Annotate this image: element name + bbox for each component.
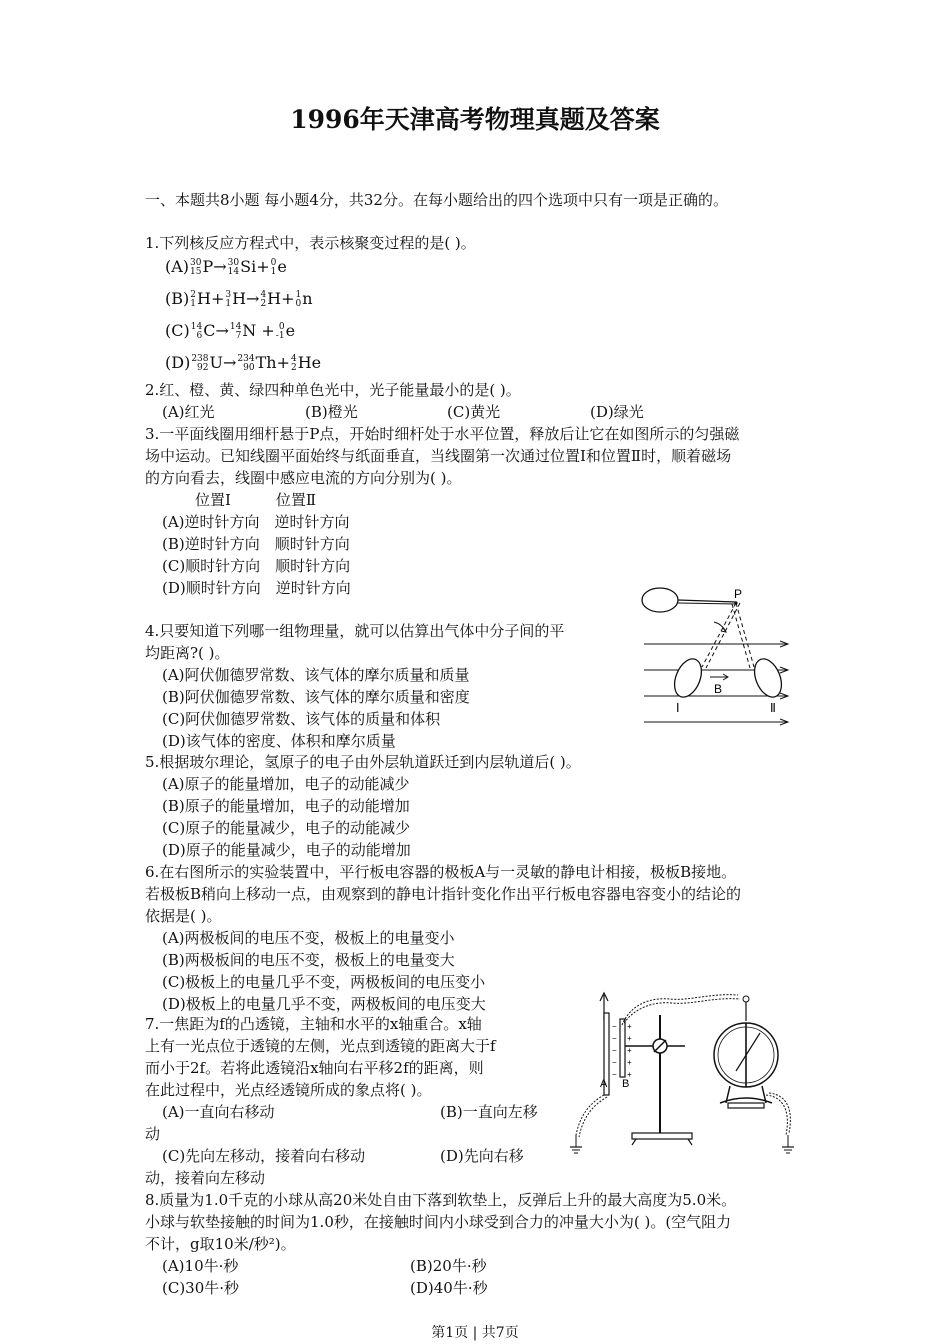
q8-option-d: (D)40牛·秒 [410, 1279, 488, 1297]
q1-option-a: (A)30 15P→30 14Si+0 1e [165, 257, 287, 277]
q8-option-c: (C)30牛·秒 [162, 1279, 240, 1297]
q4-line2: 均距离?( )。 [145, 644, 230, 662]
svg-text:−: − [612, 1046, 617, 1055]
q4-line1: 4.只要知道下列哪一组物理量，就可以估算出气体中分子间的平 [145, 622, 565, 640]
svg-text:−: − [612, 1058, 617, 1067]
position-1-label: Ⅰ [676, 701, 680, 715]
svg-text:+: + [627, 1034, 632, 1043]
q5-option-d: (D)原子的能量减少，电子的动能增加 [162, 841, 411, 859]
q7-option-d-continued: 动，接着向左移动 [145, 1169, 266, 1187]
q7-option-d: (D)先向右移 [440, 1147, 524, 1165]
coil-position-2 [749, 655, 786, 701]
q3-line1: 3.一平面线圈用细杆悬于P点，开始时细杆处于水平位置，释放后让它在如图所示的匀强磁 [145, 425, 740, 443]
q2-option-b: (B)橙光 [305, 403, 358, 421]
q2-option-d: (D)绿光 [590, 403, 644, 421]
q7-option-b: (B)一直向左移 [440, 1103, 538, 1121]
q6-option-c: (C)极板上的电量几乎不变，两极板间的电压变小 [162, 973, 486, 991]
point-p-label: P [734, 587, 743, 601]
q6-line1: 6.在右图所示的实验装置中，平行板电容器的极板A与一灵敏的静电计相接，极板B接地。 [145, 863, 737, 881]
q2-stem: 2.红、橙、黄、绿四种单色光中，光子能量最小的是( )。 [145, 381, 521, 399]
q7-line2: 上有一光点位于透镜的左侧，光点到透镜的距离大于f [145, 1037, 496, 1055]
q8-option-b: (B)20牛·秒 [410, 1257, 487, 1275]
q3-option-b: (B)逆时针方向 顺时针方向 [162, 535, 350, 553]
magnetic-field-figure [630, 582, 800, 732]
position-2-label: Ⅱ [770, 701, 776, 715]
q3-line3: 的方向看去，线圈中感应电流的方向分别为( )。 [145, 469, 462, 487]
arrow-icon: → [246, 289, 260, 308]
q5-option-b: (B)原子的能量增加，电子的动能增加 [162, 797, 410, 815]
svg-text:−: − [612, 1034, 617, 1043]
q8-line3: 不计，g取10米/秒²)。 [145, 1235, 296, 1253]
q3-header: 位置Ⅰ 位置Ⅱ [195, 491, 317, 509]
plate-b-label: B [622, 1078, 630, 1090]
q7-line1: 7.一焦距为f的凸透镜，主轴和水平的x轴重合。x轴 [145, 1015, 482, 1033]
arrow-icon: → [213, 257, 227, 276]
q7-option-a: (A)一直向右移动 [162, 1103, 275, 1121]
q3-option-a: (A)逆时针方向 逆时针方向 [162, 513, 350, 531]
q6-option-b: (B)两极板间的电压不变，极板上的电量变大 [162, 951, 455, 969]
q2-option-a: (A)红光 [162, 403, 215, 421]
svg-text:+: + [627, 1046, 632, 1055]
arrow-icon: → [215, 321, 229, 340]
q1-stem: 1.下列核反应方程式中，表示核聚变过程的是( )。 [145, 234, 476, 252]
q4-option-a: (A)阿伏伽德罗常数、该气体的摩尔质量和质量 [162, 666, 470, 684]
q6-line2: 若极板B稍向上移动一点，由观察到的静电计指针变化作出平行板电容器电容变小的结论的 [145, 885, 742, 903]
q3-line2: 场中运动。已知线圈平面始终与纸面垂直，当线圈第一次通过位置Ⅰ和位置Ⅱ时，顺着磁场 [145, 447, 732, 465]
field-b-label: B [714, 682, 723, 696]
q6-option-d: (D)极板上的电量几乎不变，两极板间的电压变大 [162, 995, 486, 1013]
svg-text:+: + [627, 1070, 632, 1079]
q4-option-c: (C)阿伏伽德罗常数、该气体的质量和体积 [162, 710, 441, 728]
q4-option-d: (D)该气体的密度、体积和摩尔质量 [162, 732, 396, 750]
q5-option-c: (C)原子的能量减少，电子的动能减少 [162, 819, 411, 837]
q3-option-d: (D)顺时针方向 逆时针方向 [162, 579, 351, 597]
svg-text:+: + [627, 1058, 632, 1067]
plate-b [620, 1019, 625, 1077]
plate-a-label: A [600, 1078, 608, 1090]
q8-line1: 8.质量为1.0千克的小球从高20米处自由下落到软垫上，反弹后上升的最大高度为5.0米。 [145, 1191, 737, 1209]
q7-option-c: (C)先向左移动，接着向右移动 [162, 1147, 366, 1165]
q7-line4: 在此过程中，光点经透镜所成的象点将( )。 [145, 1081, 432, 1099]
svg-text:+: + [627, 1022, 632, 1031]
q1-option-d: (D)238 92U→234 90Th+4 2He [165, 353, 322, 373]
q7-option-b-continued: 动 [145, 1125, 161, 1143]
q5-stem: 5.根据玻尔理论，氢原子的电子由外层轨道跃迁到内层轨道后( )。 [145, 753, 581, 771]
q6-line3: 依据是( )。 [145, 907, 222, 925]
q6-option-a: (A)两极板间的电压不变，极板上的电量变小 [162, 929, 455, 947]
page-title: 1996年天津高考物理真题及答案 [290, 105, 660, 134]
q8-line2: 小球与软垫接触的时间为1.0秒，在接触时间内小球受到合力的冲量大小为( )。(空气阻力 [145, 1213, 732, 1231]
section-header: 一、本题共8小题 每小题4分，共32分。在每小题给出的四个选项中只有一项是正确的。 [145, 191, 728, 209]
svg-text:−: − [612, 1022, 617, 1031]
coil-position-1 [669, 655, 706, 701]
q8-option-a: (A)10牛·秒 [162, 1257, 239, 1275]
q2-option-c: (C)黄光 [447, 403, 501, 421]
arrow-icon: → [222, 353, 237, 372]
q1-option-b: (B)2 1H+3 1H→4 2H+1 0n [165, 289, 313, 309]
q3-option-c: (C)顺时针方向 顺时针方向 [162, 557, 351, 575]
q4-option-b: (B)阿伏伽德罗常数、该气体的摩尔质量和密度 [162, 688, 470, 706]
initial-coil [642, 588, 678, 612]
q5-option-a: (A)原子的能量增加，电子的动能减少 [162, 775, 410, 793]
page-footer: 第1页 | 共7页 [431, 1325, 519, 1341]
q7-line3: 而小于2f。若将此透镜沿x轴向右平移2f的距离，则 [145, 1059, 484, 1077]
svg-text:−: − [612, 1070, 617, 1079]
q1-option-c: (C)14 6C→14 7N + 0 -1e [165, 321, 296, 341]
capacitor-electrometer-figure [560, 985, 805, 1160]
